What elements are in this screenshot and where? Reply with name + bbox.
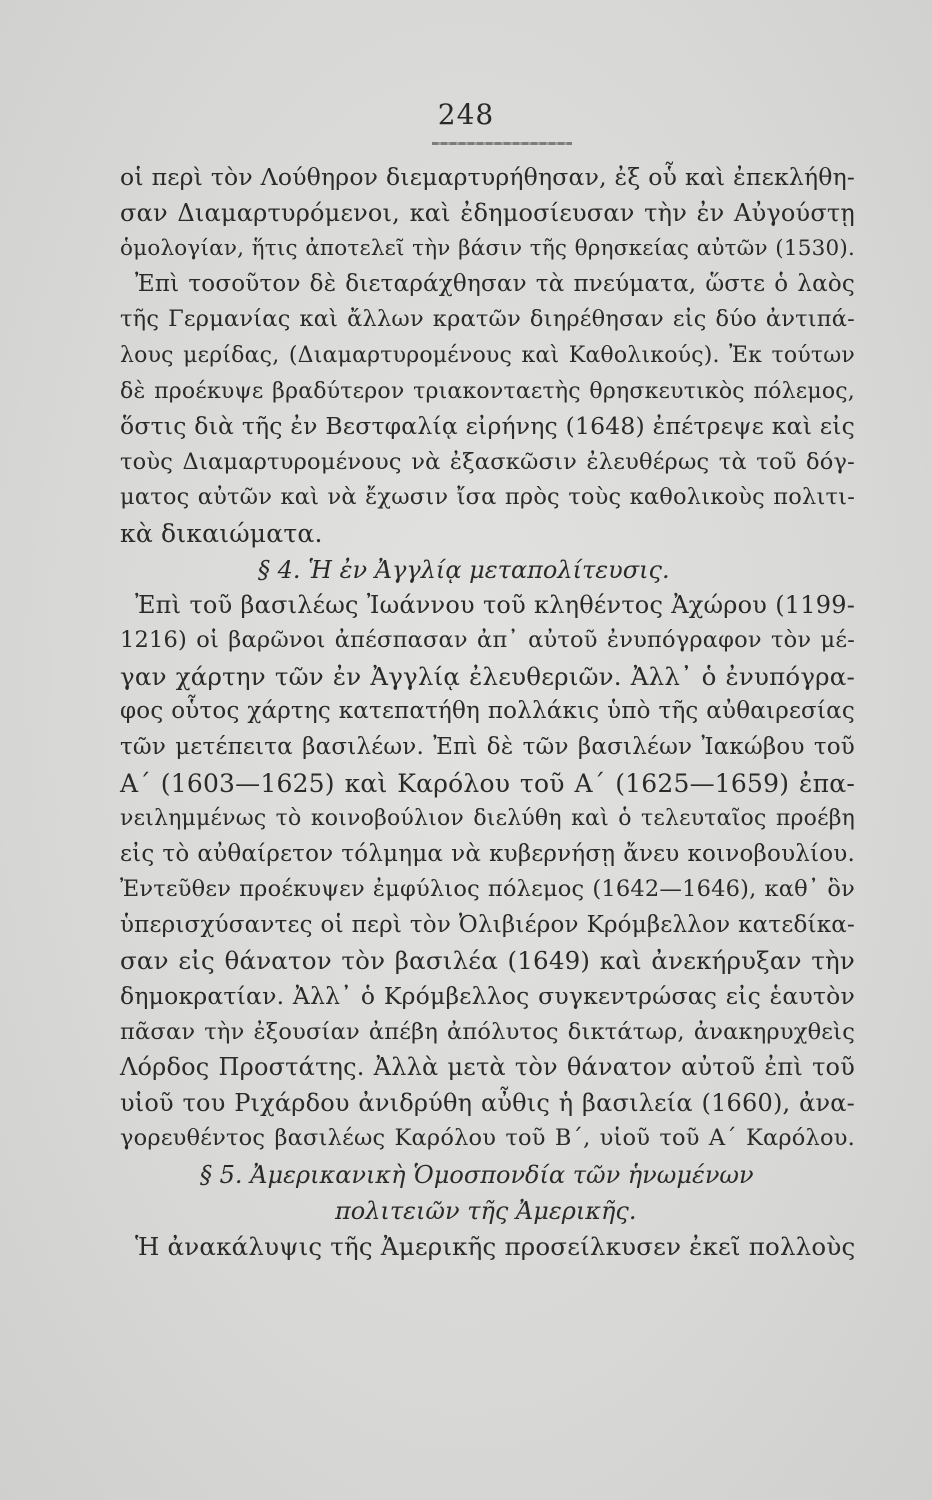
text-line: Ἡ ἀνακάλυψις τῆς Ἀμερικῆς προσείλκυσεν ἐκεῖ πολλοὺς [135,1232,856,1262]
paragraph-england [120,588,855,1158]
text-line: οἱ περὶ τὸν Λούθηρον διεμαρτυρήθησαν, ἐξ οὗ καὶ ἐπεκλήθη- [120,163,855,191]
text-line: τοὺς Διαμαρτυρομένους νὰ ἐξασκῶσιν ἐλευθέρως τὰ τοῦ δόγ- [120,448,855,475]
text-line: 1216) οἱ βαρῶνοι ἀπέσπασαν ἀπ᾿ αὐτοῦ ἐνυπόγραφον τὸν μέ- [120,627,855,654]
section-heading: § 5. Ἀμερικανικὴ Ὁμοσπονδία τῶν ἡνωμένων [200,1161,754,1190]
text-line: τῆς Γερμανίας καὶ ἄλλων κρατῶν διηρέθησαν εἰς δύο ἀντιπά- [120,306,855,333]
page-number: 248 [437,98,495,131]
section-heading-continuation: πολιτειῶν τῆς Ἀμερικῆς. [335,1197,637,1226]
text-line: γορευθέντος βασιλέως Καρόλου τοῦ Β΄, υἱοῦ τοῦ Α΄ Καρόλου. [120,1125,855,1152]
text-line: σαν Διαμαρτυρόμενοι, καὶ ἐδημοσίευσαν τὴν ἐν Αὐγούστῃ [120,198,855,227]
decorative-rule [432,142,572,145]
text-line: τῶν μετέπειτα βασιλέων. Ἐπὶ δὲ τῶν βασιλέων Ἰακώβου τοῦ [120,733,855,760]
text-line: πᾶσαν τὴν ἐξουσίαν ἀπέβη ἀπόλυτος δικτάτωρ, ἀνακηρυχθεὶς [120,1018,855,1045]
text-line: νειλημμένως τὸ κοινοβούλιον διελύθη καὶ ὁ τελευταῖος προέβη [120,806,855,832]
text-line: Ἐπὶ τοσοῦτον δὲ διεταράχθησαν τὰ πνεύματα, ὥστε ὁ λαὸς [135,270,855,297]
paragraph-america [120,1229,855,1265]
text-line: δημοκρατίαν. Ἀλλ᾿ ὁ Κρόμβελλος συγκεντρώσας εἰς ἑαυτὸν [120,982,855,1011]
body-text [120,160,855,1265]
text-line: φος οὗτος χάρτης κατεπατήθη πολλάκις ὑπὸ τῆς αὐθαιρεσίας [120,698,855,725]
text-line: ὁμολογίαν, ἥτις ἀποτελεῖ τὴν βάσιν τῆς θρησκείας αὐτῶν (1530). [120,236,855,262]
section-heading: § 4. Ἡ ἐν Ἀγγλίᾳ μεταπολίτευσις. [258,555,670,584]
text-line: λους μερίδας, (Διαμαρτυρομένους καὶ Καθολικούς). Ἐκ τούτων [120,342,855,368]
text-line: Λόρδος Προστάτης. Ἀλλὰ μετὰ τὸν θάνατον αὐτοῦ ἐπὶ τοῦ [120,1053,855,1082]
text-line: Α΄ (1603—1625) καὶ Καρόλου τοῦ Α΄ (1625—1659) ἐπα- [120,768,855,798]
text-line: ὑπερισχύσαντες οἱ περὶ τὸν Ὀλιβιέρον Κρόμβελλον κατεδίκα- [120,911,855,938]
text-line: κὰ δικαιώματα. [120,518,323,548]
paragraph-reformation [120,160,855,552]
text-line: ὅστις διὰ τῆς ἐν Βεστφαλίᾳ εἰρήνης (1648) ἐπέτρεψε καὶ εἰς [120,412,855,441]
text-line: Ἐντεῦθεν προέκυψεν ἐμφύλιος πόλεμος (1642—1646), καθ᾿ ὃν [120,876,855,903]
text-line: εἰς τὸ αὐθαίρετον τόλμημα νὰ κυβερνήσῃ ἄνευ κοινοβουλίου. [120,840,855,867]
text-line: ματος αὐτῶν καὶ νὰ ἔχωσιν ἴσα πρὸς τοὺς καθολικοὺς πολιτι- [120,484,855,511]
text-line: δὲ προέκυψε βραδύτερον τριακονταετὴς θρησκευτικὸς πόλεμος, [120,378,855,404]
text-line: γαν χάρτην τῶν ἐν Ἀγγλίᾳ ἐλευθεριῶν. Ἀλλ᾿ ὁ ἐνυπόγρα- [120,661,855,691]
text-line: σαν εἰς θάνατον τὸν βασιλέα (1649) καὶ ἀνεκήρυξαν τὴν [120,946,855,976]
text-line: Ἐπὶ τοῦ βασιλέως Ἰωάννου τοῦ κληθέντος Ἀχώρου (1199- [135,590,855,619]
text-line: υἱοῦ του Ριχάρδου ἀνιδρύθη αὖθις ἡ βασιλεία (1660), ἀνα- [120,1088,855,1117]
